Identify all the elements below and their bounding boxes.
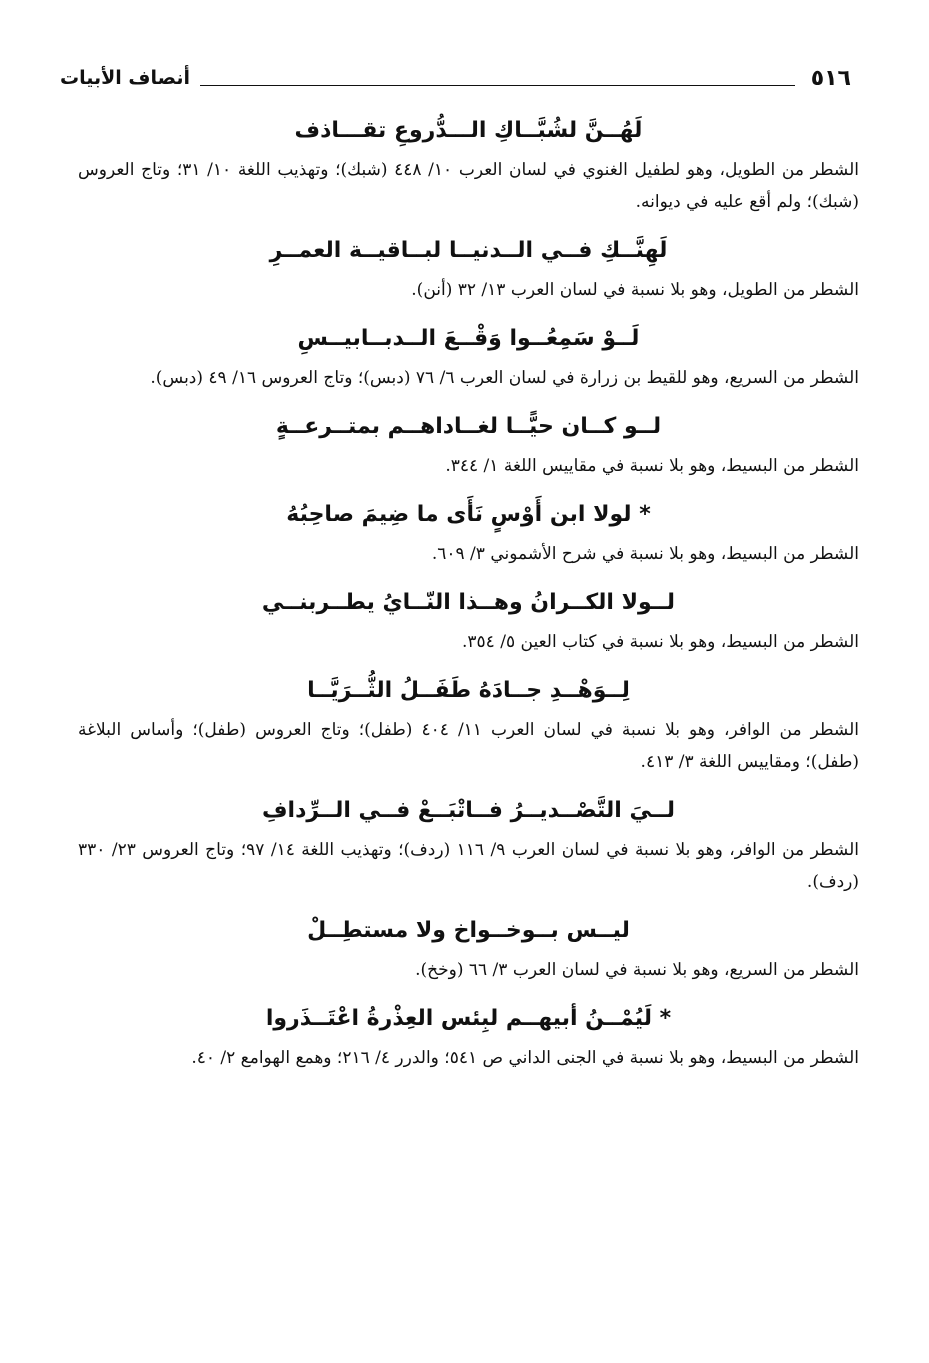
verse-note: الشطر من البسيط، وهو بلا نسبة في مقاييس اللغة ١/ ٣٤٤.: [445, 456, 859, 476]
verse-line: لــولا الكــرانُ وهــذا النّــايُ يطــربنــي: [261, 590, 676, 615]
running-header: [60, 58, 851, 98]
verse-entry: [78, 108, 859, 228]
page-number: ٥١٦: [810, 65, 851, 91]
verse-line: لَهُــنَّ لشُبَّــاكِ الـــدُّروعِ تقـــاذف: [294, 118, 643, 143]
verse-line: لــيَ التَّصْــديــرُ فــاتْبَــعْ فــي الــرِّدافِ: [261, 798, 675, 823]
verse-line: لِــوَهْــدِ جــادَهُ طَفَــلُ الثُّــرَيَّــا: [307, 678, 630, 703]
verse-entry: [78, 788, 859, 908]
verse-line: * لولا ابن أَوْسٍ نَأَى ما ضِيمَ صاحِبُهُ: [286, 502, 651, 527]
verse-entry: [78, 228, 859, 316]
verse-entry: [78, 404, 859, 492]
verse-note: الشطر من البسيط، وهو بلا نسبة في شرح الأشموني ٣/ ٦٠٩.: [431, 544, 859, 564]
section-title: أنصاف الأبيات: [60, 67, 190, 89]
verse-note: الشطر من البسيط، وهو بلا نسبة في الجنى الداني ص ٥٤١؛ والدرر ٤/ ٢١٦؛ وهمع الهوامع ٢/ ٤٠.: [191, 1048, 859, 1068]
verse-entry: [78, 668, 859, 788]
verse-entries: [78, 108, 859, 1084]
header-rule: [200, 85, 795, 86]
verse-note: الشطر من الوافر، وهو بلا نسبة في لسان العرب ٩/ ١١٦ (ردف)؛ وتهذيب اللغة ١٤/ ٩٧؛ وتاج العروس ٢٣/ ٣٣٠ (ردف).: [78, 840, 859, 892]
verse-entry: [78, 316, 859, 404]
verse-entry: [78, 996, 859, 1084]
verse-line: لــو كــان حيًّــا لغــاداهــم بمتــرعــةٍ: [275, 414, 662, 439]
verse-line: لَهِنَّــكِ فــي الــدنيــا لبــاقيــة العمــرِ: [269, 238, 668, 263]
verse-note: الشطر من الطويل، وهو بلا نسبة في لسان العرب ١٣/ ٣٢ (أنن).: [411, 280, 859, 300]
verse-note: الشطر من الوافر، وهو بلا نسبة في لسان العرب ١١/ ٤٠٤ (طفل)؛ وتاج العروس (طفل)؛ وأساس البلاغة (طفل)؛ ومقاييس اللغة ٣/ ٤١٣.: [78, 720, 859, 772]
verse-line: لَــوْ سَمِعُــوا وَقْــعَ الــدبــابيــسِ: [297, 326, 640, 351]
verse-entry: [78, 908, 859, 996]
verse-note: الشطر من البسيط، وهو بلا نسبة في كتاب العين ٥/ ٣٥٤.: [462, 632, 859, 652]
verse-line: ليــس بــوخــواخ ولا مستطِــلْ: [307, 918, 630, 943]
verse-note: الشطر من السريع، وهو للقيط بن زرارة في لسان العرب ٦/ ٧٦ (دبس)؛ وتاج العروس ١٦/ ٤٩ (دبس).: [150, 368, 859, 388]
verse-note: الشطر من الطويل، وهو لطفيل الغنوي في لسان العرب ١٠/ ٤٤٨ (شبك)؛ وتهذيب اللغة ١٠/ ٣١؛ وتاج العروس (شبك)؛ ولم أقع عليه في ديوانه.: [78, 160, 859, 212]
verse-line: * لَيُمْــنُ أبيهــم لبِئس العِذْرةُ اعْتَــذَروا: [265, 1006, 672, 1031]
verse-entry: [78, 580, 859, 668]
verse-entry: [78, 492, 859, 580]
verse-note: الشطر من السريع، وهو بلا نسبة في لسان العرب ٣/ ٦٦ (وخخ).: [415, 960, 859, 980]
